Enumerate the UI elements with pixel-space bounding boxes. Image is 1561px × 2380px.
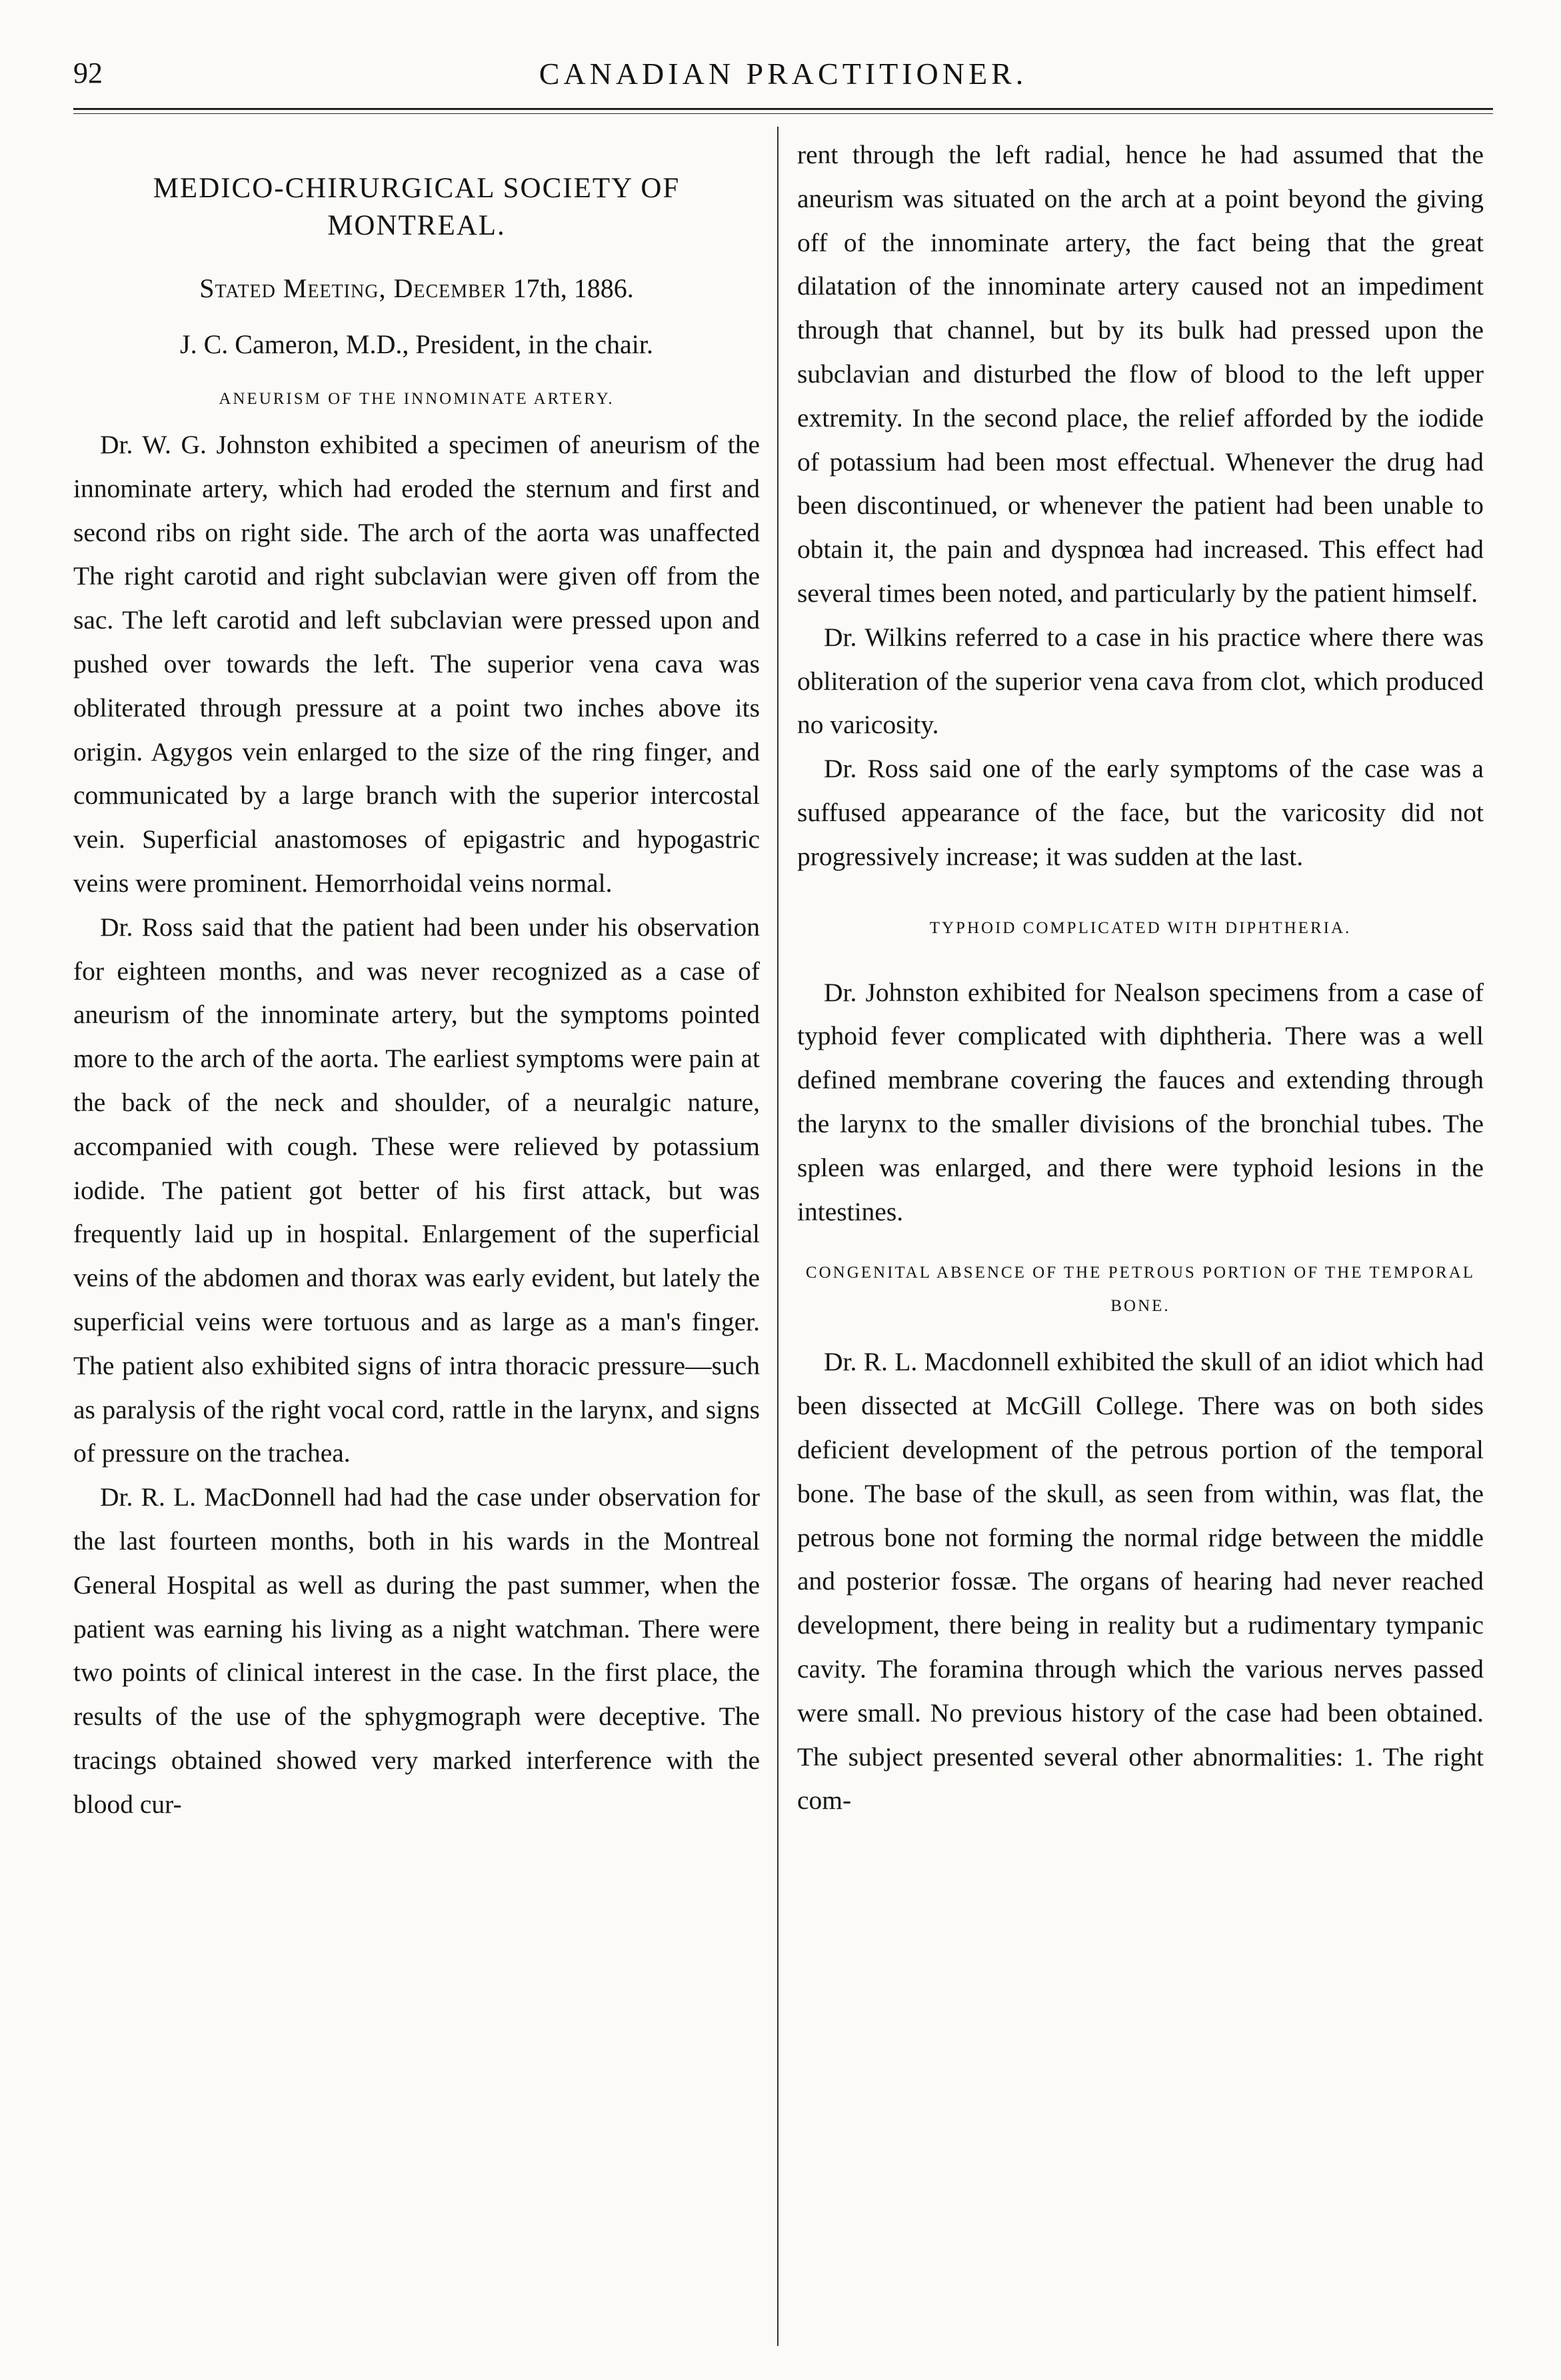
header-rule-thick — [73, 108, 1493, 110]
section-heading: ANEURISM OF THE INNOMINATE ARTERY. — [219, 390, 615, 408]
page-header — [73, 56, 1493, 103]
paragraph: Dr. Ross said that the patient had been under his observation for eighteen months, and was never recognized as a case of aneurism of the innominate artery, but the symptoms pointed more to the arch of the aorta. The earliest symptoms were pain at the back of the neck and shoulder, of a neuralgic nature, accompanied with cough. These were relieved by potassium iodide. The patient got better of his first attack, but was frequently laid up in hospital. Enlargement of the superficial veins of the abdomen and thorax was early evident, but lately the superficial veins were tortuous and as large as a man's finger. The patient also exhibited signs of intra thoracic pressure—such as paralysis of the right vocal cord, rattle in the larynx, and signs of pressure on the trachea. — [73, 912, 760, 1468]
running-head: CANADIAN PRACTITIONER. — [539, 57, 1028, 91]
paragraph: Dr. W. G. Johnston exhibited a specimen of aneurism of the innominate artery, which had eroded the sternum and first and second ribs on right side. The arch of the aorta was unaffected The right carotid and right subclavian were given off from the sac. The left carotid and left subclavian were pressed upon and pushed over towards the left. The superior vena cava was obliterated through pressure at a point two inches above its origin. Agygos vein enlarged to the size of the ring finger, and communicated by a large branch with the superior intercostal vein. Superficial anastomoses of epigastric and hypogastric veins were prominent. Hemorrhoidal veins normal. — [73, 430, 760, 898]
page-number: 92 — [73, 57, 103, 89]
paragraph: Dr. R. L. Macdonnell exhibited the skull of an idiot which had been dissected at McGill College. There was on both sides deficient development of the petrous portion of the temporal bone. The base of the skull, as seen from within, was flat, the petrous bone not forming the normal ridge between the middle and posterior fossæ. The organs of hearing had never reached development, there being in reality but a rudimentary tympanic cavity. The foramina through which the various nerves passed were small. No previous history of the case had been obtained. The subject presented several other abnormalities: 1. The right com- — [797, 1347, 1484, 1815]
paragraph: Dr. Wilkins referred to a case in his practice where there was obliteration of the superior vena cava from clot, which produced no varicosity. — [797, 622, 1484, 740]
section-heading: CONGENITAL ABSENCE OF THE PETROUS PORTION OF THE TEMPORAL BONE. — [805, 1264, 1476, 1316]
paragraph-continued: rent through the left radial, hence he had assumed that the aneurism was situated on the arch at a point beyond the giving off of the innominate artery, the fact being that the great dilatation of the innominate artery caused not an impediment through that channel, but by its bulk had pressed upon the subclavian and disturbed the flow of blood to the left upper extremity. In the second place, the relief afforded by the iodide of potassium had been most effectual. Whenever the drug had been discontinued, or whenever the patient had been unable to obtain it, the pain and dyspnœa had increased. This effect had several times been noted, and particularly by the patient himself. — [797, 140, 1484, 608]
meeting-date: 17th, 1886. — [513, 273, 634, 303]
chair-line: J. C. Cameron, M.D., President, in the chair. — [180, 329, 653, 359]
section-heading: TYPHOID COMPLICATED WITH DIPHTHERIA. — [929, 918, 1352, 937]
right-column — [797, 133, 1484, 1823]
society-title: MEDICO-CHIRURGICAL SOCIETY OF MONTREAL. — [153, 173, 681, 241]
paragraph: Dr. R. L. MacDonnell had had the case under observation for the last fourteen months, both in his wards in the Montreal General Hospital as well as during the past summer, when the patient was earning his living as a night watchman. There were two points of clinical interest in the case. In the first place, the results of the use of the sphygmograph were deceptive. The tracings obtained showed very marked interference with the blood cur- — [73, 1482, 760, 1819]
left-column — [73, 133, 760, 1827]
paragraph: Dr. Ross said one of the early symptoms of the case was a suffused appearance of the face, but the varicosity did not progressively increase; it was sudden at the last. — [797, 754, 1484, 871]
header-rule-thin — [73, 113, 1493, 114]
meeting-line — [73, 269, 760, 309]
meeting-label: Stated Meeting, December — [199, 273, 507, 303]
paragraph: Dr. Johnston exhibited for Nealson specimens from a case of typhoid fever complicated with diphtheria. There was a well defined membrane covering the fauces and extending through the larynx to the smaller divisions of the bronchial tubes. The spleen was enlarged, and there were typhoid lesions in the intestines. — [797, 977, 1484, 1226]
column-divider — [777, 127, 779, 2346]
